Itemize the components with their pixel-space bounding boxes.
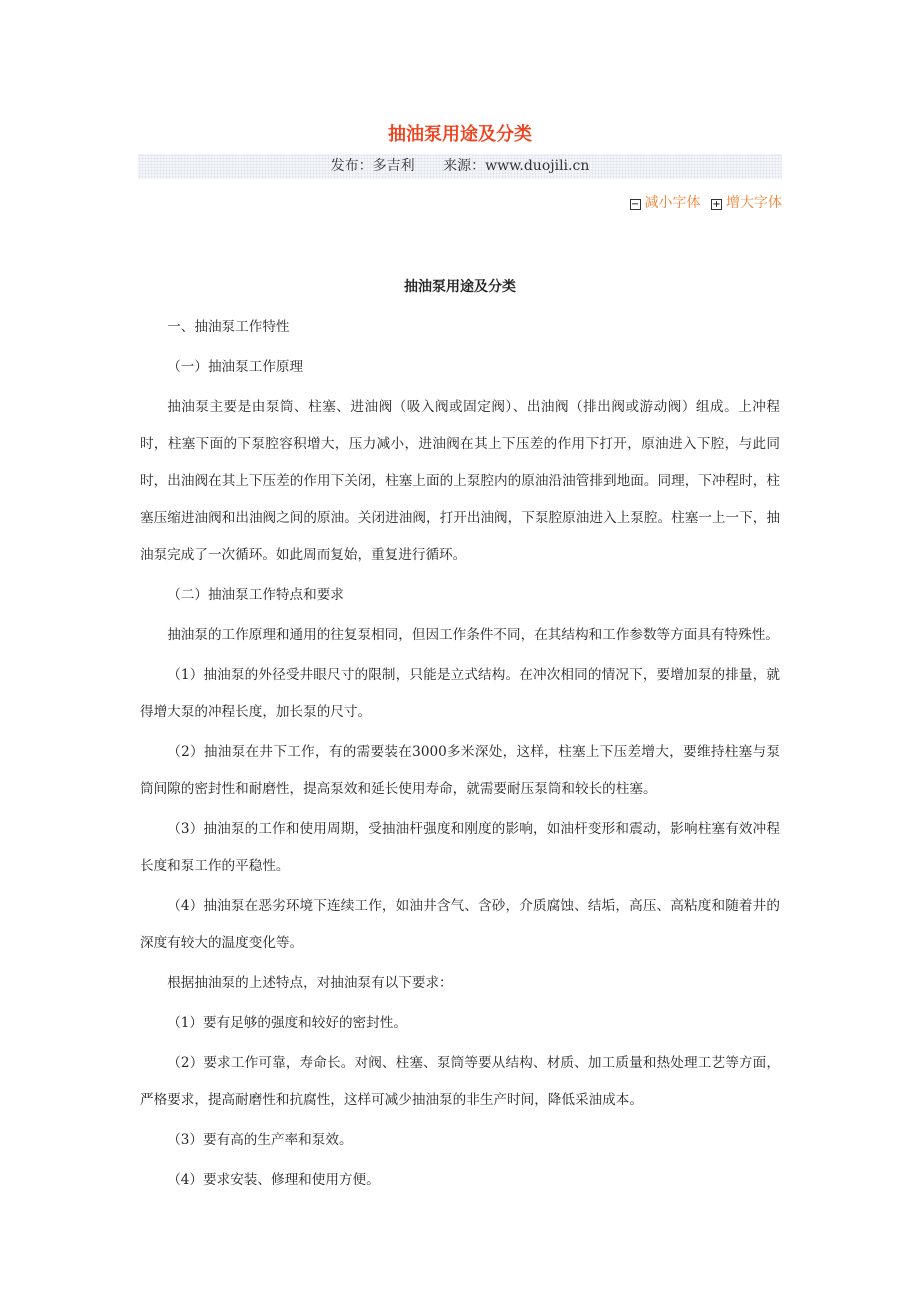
paragraph: 根据抽油泵的上述特点，对抽油泵有以下要求： — [167, 975, 453, 991]
meta-bar — [138, 154, 782, 179]
paragraph: （二）抽油泵工作特点和要求 — [167, 587, 344, 603]
publisher: 发布：多吉利 — [330, 158, 415, 174]
paragraph: （4）要求安装、修理和使用方便。 — [167, 1172, 380, 1188]
paragraph: （3）抽油泵的工作和使用周期，受抽油杆强度和刚度的影响，如油杆变形和震动，影响柱塞有效冲程长度和泵工作的平稳性。 — [140, 821, 780, 874]
source: 来源：www.duojili.cn — [443, 158, 590, 174]
paragraph: 一、抽油泵工作特性 — [167, 319, 290, 335]
decrease-font-link[interactable]: 减小字体 — [644, 195, 701, 211]
page-title: 抽油泵用途及分类 — [388, 124, 532, 145]
paragraph: （2）抽油泵在井下工作，有的需要装在3000多米深处，这样，柱塞上下压差增大，要维持柱塞与泵筒间隙的密封性和耐磨性，提高泵效和延长使用寿命，就需要耐压泵筒和较长的柱塞。 — [140, 744, 780, 797]
increase-font-link[interactable]: 增大字体 — [726, 195, 782, 211]
paragraph: （2）要求工作可靠，寿命长。对阀、柱塞、泵筒等要从结构、材质、加工质量和热处理工艺等方面，严格要求，提高耐磨性和抗腐性，这样可减少抽油泵的非生产时间，降低采油成本。 — [140, 1055, 780, 1108]
plus-box-icon[interactable]: + — [712, 199, 721, 210]
paragraph: （一）抽油泵工作原理 — [167, 359, 304, 375]
paragraph: （1）抽油泵的外径受井眼尺寸的限制，只能是立式结构。在冲次相同的情况下，要增加泵的排量，就得增大泵的冲程长度，加长泵的尺寸。 — [140, 667, 780, 720]
article-title: 抽油泵用途及分类 — [404, 279, 516, 295]
paragraph: （3）要有高的生产率和泵效。 — [167, 1132, 353, 1148]
article-body — [140, 269, 780, 1202]
font-size-controls — [624, 192, 782, 212]
paragraph: 抽油泵的工作原理和通用的往复泵相同，但因工作条件不同，在其结构和工作参数等方面具有特殊性。 — [167, 627, 779, 643]
paragraph: （4）抽油泵在恶劣环境下连续工作，如油井含气、含砂，介质腐蚀、结垢，高压、高粘度和随着井的深度有较大的温度变化等。 — [140, 898, 780, 951]
paragraph: （1）要有足够的强度和较好的密封性。 — [167, 1015, 407, 1031]
minus-box-icon[interactable]: − — [630, 199, 640, 210]
paragraph: 抽油泵主要是由泵筒、柱塞、进油阀（吸入阀或固定阀）、出油阀（排出阀或游动阀）组成。上冲程时，柱塞下面的下泵腔容积增大，压力减小，进油阀在其上下压差的作用下打开，原油进入下腔，与此同时，出油阀在其上下压差的作用下关闭，柱塞上面的上泵腔内的原油沿油管排到地面。同理，下冲程时，柱塞压缩进油阀和出油阀之间的原油。关闭进油阀，打开出油阀，下泵腔原油进入上泵腔。柱塞一上一下，抽油泵完成了一次循环。如此周而复始，重复进行循环。 — [140, 399, 780, 563]
